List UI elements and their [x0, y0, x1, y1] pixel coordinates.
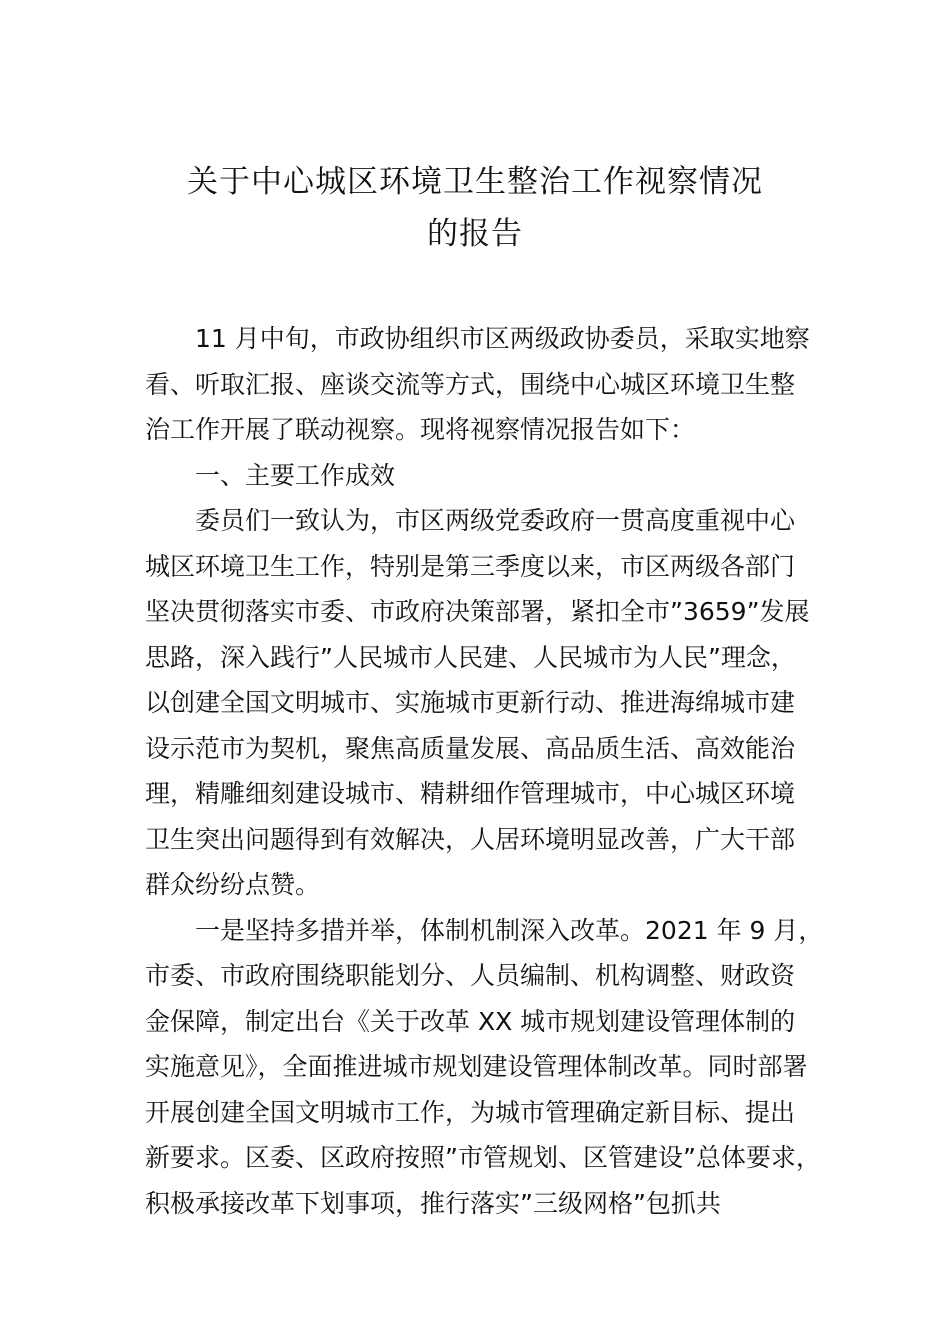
text-line: 卫生突出问题得到有效解决，人居环境明显改善，广大干部 [145, 824, 796, 854]
text-line: 群众纷纷点赞。 [145, 870, 321, 899]
text-line: 积极承接改革下划事项，推行落实”三级网格”包抓共 [145, 1188, 721, 1218]
text-line: 委员们一致认为，市区两级党委政府一贯高度重视中心 [195, 506, 796, 535]
text-line: 看、听取汇报、座谈交流等方式，围绕中心城区环境卫生整 [145, 369, 796, 399]
text-line: 设示范市为契机，聚焦高质量发展、高品质生活、高效能治 [145, 733, 796, 763]
text-line: 理，精雕细刻建设城市、精耕细作管理城市，中心城区环境 [145, 779, 796, 808]
text-line: 坚决贯彻落实市委、市政府决策部署，紧扣全市”3659”发展 [145, 597, 810, 626]
document-title [100, 156, 850, 260]
text-line: 一、主要工作成效 [195, 460, 396, 490]
title-line: 关于中心城区环境卫生整治工作视察情况 [187, 164, 763, 200]
text-line: 市委、市政府围绕职能划分、人员编制、机构调整、财政资 [145, 961, 796, 990]
achievements-paragraph [145, 498, 845, 908]
intro-paragraph [145, 316, 845, 453]
reform-paragraph [145, 908, 845, 1227]
text-line: 治工作开展了联动视察。现将视察情况报告如下： [145, 415, 696, 444]
text-line: 实施意见》，全面推进城市规划建设管理体制改革。同时部署 [145, 1052, 808, 1081]
title-line: 的报告 [427, 216, 523, 252]
text-line: 一是坚持多措并举，体制机制深入改革。2021 年 9 月， [195, 915, 824, 945]
text-line: 思路，深入践行”人民城市人民建、人民城市为人民”理念， [145, 642, 796, 672]
text-line: 开展创建全国文明城市工作，为城市管理确定新目标、提出 [145, 1097, 796, 1127]
text-line: 金保障，制定出台《关于改革 XX 城市规划建设管理体制的 [145, 1006, 796, 1036]
section-heading [145, 453, 845, 499]
text-line: 城区环境卫生工作，特别是第三季度以来，市区两级各部门 [145, 551, 796, 581]
document-body [145, 316, 845, 1226]
text-line: 以创建全国文明城市、实施城市更新行动、推进海绵城市建 [145, 688, 796, 717]
text-line: 新要求。区委、区政府按照”市管规划、区管建设”总体要求， [145, 1143, 821, 1172]
text-line: 11 月中旬，市政协组织市区两级政协委员，采取实地察 [195, 324, 810, 353]
